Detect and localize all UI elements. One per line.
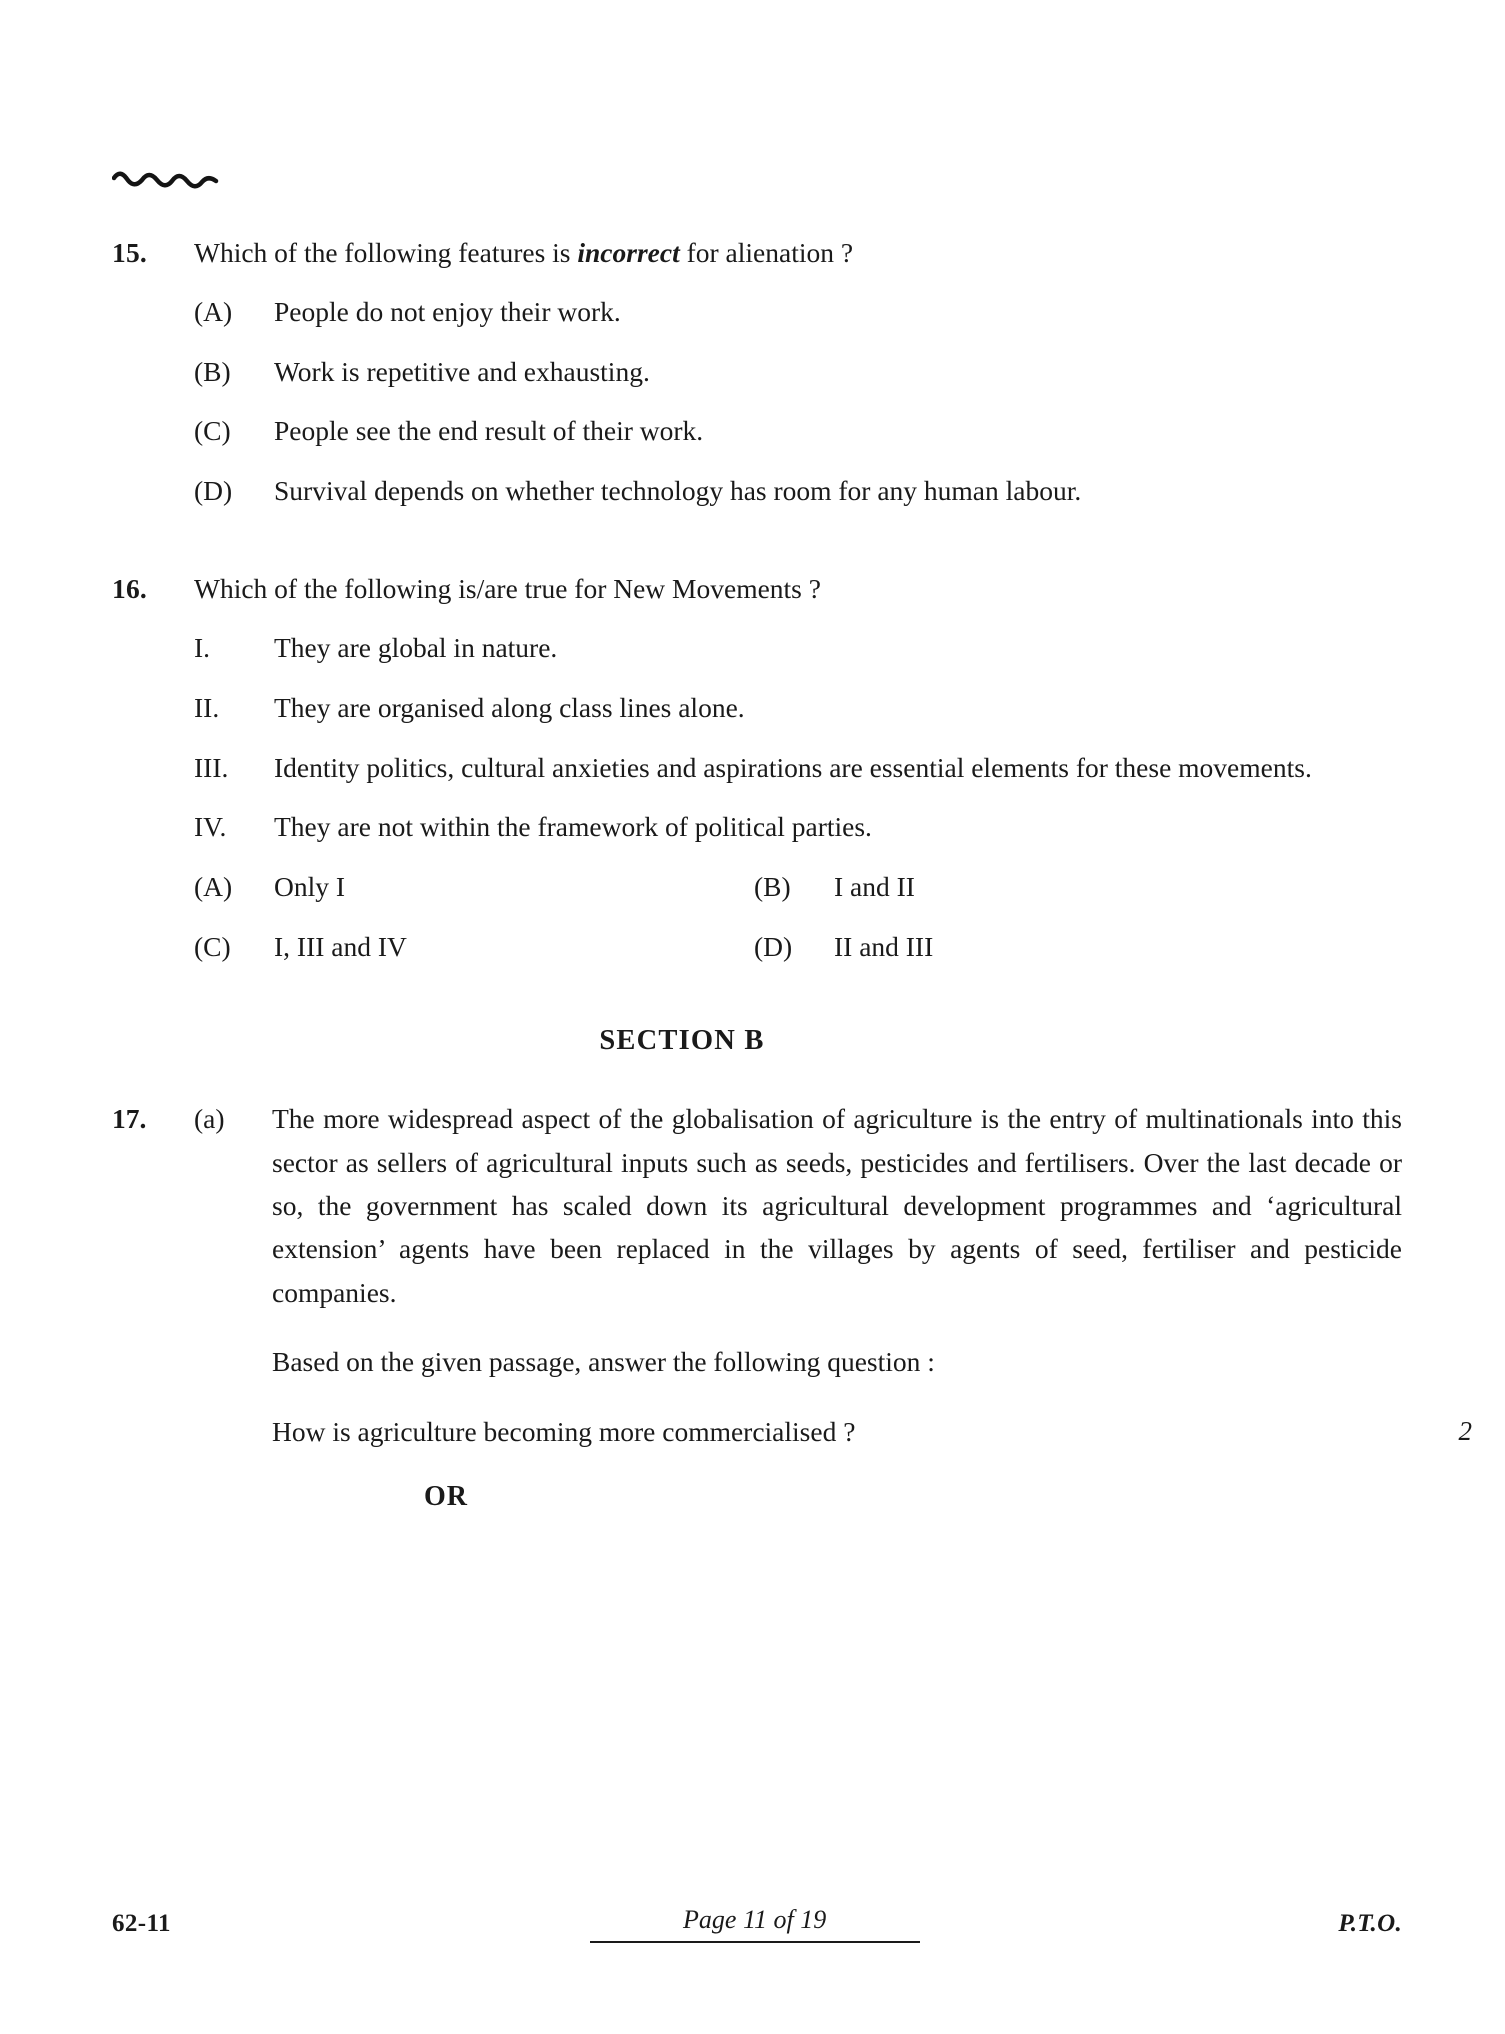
option-label: (D) — [194, 475, 233, 507]
statement-text: Identity politics, cultural anxieties and aspirations are essential elements for these movements. — [274, 751, 1312, 783]
question-16-statements — [112, 627, 1402, 850]
question-17-question-line — [272, 1410, 1472, 1453]
statement-label: IV. — [194, 811, 227, 843]
option-label: (C) — [194, 415, 231, 447]
question-16-choices — [112, 866, 1402, 969]
question-16-statement-iii — [112, 747, 1402, 790]
question-17-marks: 2 — [1458, 1415, 1472, 1446]
choice-label: (A) — [194, 871, 233, 903]
question-16-choice-a[interactable] — [194, 866, 754, 909]
question-17-passage: The more widespread aspect of the globalisation of agriculture is the entry of multinationals into this sector as sellers of agricultural inputs such as seeds, pesticides and fertilisers. Over the last decade or so, the government has scaled down its agricultural development programmes and ‘agricultural extension’ agents have been replaced in the villages by agents of seed, fertiliser and pesticide companies. — [272, 1103, 1402, 1308]
choice-text: I and II — [834, 871, 915, 903]
question-15-stem-emphasis: incorrect — [577, 237, 680, 268]
question-15-option-c[interactable] — [112, 410, 1402, 453]
question-15-option-a[interactable] — [112, 291, 1402, 334]
choice-row-1 — [112, 866, 1402, 909]
section-b-heading: SECTION B — [599, 1025, 765, 1057]
question-16 — [112, 568, 1402, 969]
question-17-body — [272, 1097, 1472, 1519]
choice-row-2 — [112, 926, 1402, 969]
question-15-stem-before: Which of the following features is — [194, 237, 578, 268]
option-label: (B) — [194, 355, 231, 387]
passage-gap — [272, 1314, 1402, 1340]
question-15-option-b[interactable] — [112, 351, 1402, 394]
paper-code: 62-11 — [112, 1910, 171, 1937]
question-16-number: 16. — [112, 573, 147, 605]
question-16-choice-c[interactable] — [194, 926, 754, 969]
option-text: People do not enjoy their work. — [274, 295, 621, 327]
wavy-line-icon — [112, 168, 222, 194]
page-number: Page 11 of 19 — [590, 1905, 920, 1943]
statement-text: They are global in nature. — [274, 631, 558, 663]
option-text: Survival depends on whether technology has room for any human labour. — [274, 475, 1082, 507]
statement-label: III. — [194, 751, 229, 783]
question-15-number: 15. — [112, 237, 147, 268]
pto-label: P.T.O. — [1338, 1910, 1402, 1937]
option-label: (A) — [194, 295, 233, 327]
choice-text: Only I — [274, 871, 346, 903]
question-16-stem — [112, 568, 1402, 611]
choice-label: (B) — [754, 871, 791, 903]
question-16-statement-iv — [112, 806, 1402, 849]
question-gap — [112, 530, 1402, 568]
choice-text: I, III and IV — [274, 931, 407, 963]
question-17-instruction: Based on the given passage, answer the following question : — [272, 1346, 935, 1378]
question-15 — [112, 232, 1402, 513]
question-17-number: 17. — [112, 1103, 147, 1135]
page-footer — [112, 1905, 1402, 1943]
question-15-stem — [112, 232, 1402, 275]
instruction-gap — [272, 1384, 1402, 1410]
statement-label: I. — [194, 631, 211, 663]
question-15-option-d[interactable] — [112, 470, 1402, 513]
question-16-statement-i — [112, 627, 1402, 670]
or-separator: OR — [424, 1481, 468, 1513]
question-16-choice-d[interactable] — [754, 926, 1402, 969]
question-17-sublabel: (a) — [194, 1103, 225, 1135]
question-17-question: How is agriculture becoming more commercialised ? — [272, 1415, 856, 1447]
question-15-stem-after: for alienation ? — [679, 237, 854, 268]
question-16-statement-ii — [112, 687, 1402, 730]
statement-label: II. — [194, 691, 220, 723]
choice-label: (C) — [194, 931, 231, 963]
question-15-stem-text — [194, 232, 1402, 275]
option-text: People see the end result of their work. — [274, 415, 704, 447]
choice-label: (D) — [754, 931, 793, 963]
page-number-wrap — [171, 1905, 1338, 1943]
choice-text: II and III — [834, 931, 934, 963]
question-16-choice-b[interactable] — [754, 866, 1402, 909]
question-15-options — [112, 291, 1402, 514]
question-16-stem-text: Which of the following is/are true for New Movements ? — [194, 573, 821, 605]
option-text: Work is repetitive and exhausting. — [274, 355, 650, 387]
statement-text: They are not within the framework of political parties. — [274, 811, 872, 843]
question-17 — [112, 1097, 1472, 1519]
statement-text: They are organised along class lines alone. — [274, 691, 745, 723]
page-content — [112, 232, 1472, 1519]
